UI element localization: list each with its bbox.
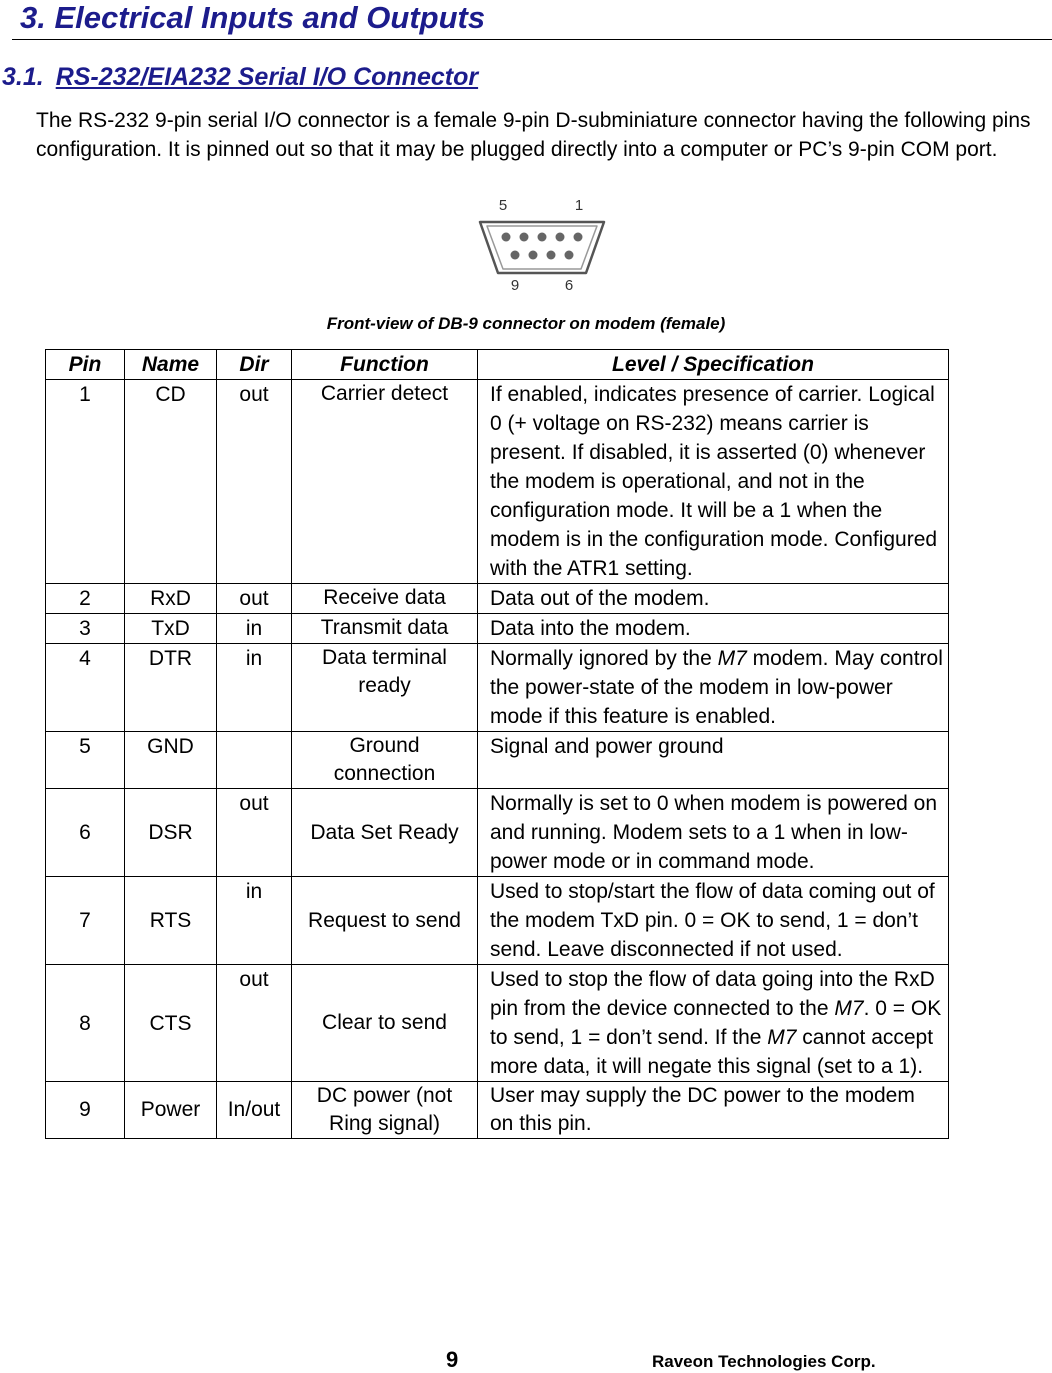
table-row <box>46 732 949 789</box>
pin-name: RTS <box>125 877 217 965</box>
pin-level-spec: User may supply the DC power to the modem on this pin. <box>478 1082 949 1139</box>
pin-level-spec: Data out of the modem. <box>478 584 949 614</box>
pin-function: Receive data <box>292 584 478 614</box>
pin-level-spec <box>478 965 949 1082</box>
pin-number: 7 <box>46 877 125 965</box>
page-number: 9 <box>446 1347 459 1372</box>
pin-name: DTR <box>125 644 217 732</box>
header-function: Function <box>292 350 478 380</box>
pin-number: 6 <box>46 789 125 877</box>
pin-level-spec <box>478 644 949 732</box>
section-number: 3.1. <box>2 63 44 91</box>
level-text: Normally ignored by the <box>490 647 718 670</box>
pin-direction: in <box>217 644 292 732</box>
table-row <box>46 877 949 965</box>
model-name: M7 <box>717 647 747 670</box>
pin-table <box>45 349 949 1139</box>
connector-pin-hole <box>574 233 583 242</box>
pin-function: Request to send <box>292 877 478 965</box>
pin-direction: out <box>217 789 292 877</box>
connector-label-pin6: 6 <box>564 277 574 293</box>
pin-number: 9 <box>46 1082 125 1139</box>
connector-pin-hole <box>538 233 547 242</box>
level-text: modem. May control the power-state of the modem in low-power mode if this feature is enabled. <box>490 647 943 728</box>
pin-number: 2 <box>46 584 125 614</box>
section-heading <box>2 63 478 92</box>
pin-level-spec: Signal and power ground <box>478 732 949 789</box>
header-level: Level / Specification <box>478 350 949 380</box>
connector-label-pin5: 5 <box>498 197 508 214</box>
pin-number: 8 <box>46 965 125 1082</box>
pin-name: GND <box>125 732 217 789</box>
model-name: M7 <box>834 997 864 1020</box>
header-name: Name <box>125 350 217 380</box>
pin-level-spec: Data into the modem. <box>478 614 949 644</box>
pin-direction: out <box>217 965 292 1082</box>
figure-caption: Front-view of DB-9 connector on modem (female) <box>326 314 726 333</box>
table-row <box>46 614 949 644</box>
connector-label-pin9: 9 <box>510 277 520 293</box>
connector-pin-hole <box>529 251 538 260</box>
pin-number: 1 <box>46 380 125 584</box>
intro-paragraph: The RS-232 9-pin serial I/O connector is a female 9-pin D-subminiature connector having the following pins configuration. It is pinned out so that it may be plugged directly into a computer or PC’s 9-pin COM port. <box>36 109 1031 161</box>
pin-name: DSR <box>125 789 217 877</box>
pin-name: CTS <box>125 965 217 1082</box>
header-pin: Pin <box>46 350 125 380</box>
pin-direction <box>217 732 292 789</box>
pin-direction: In/out <box>217 1082 292 1139</box>
level-text: cannot accept more data, it will negate this signal (set to a 1). <box>490 1026 934 1078</box>
pin-direction: out <box>217 380 292 584</box>
company-name: Raveon Technologies Corp. <box>652 1352 876 1371</box>
level-text: . 0 = OK to send, 1 = don’t send. If the <box>490 997 942 1049</box>
connector-shell <box>480 222 604 273</box>
table-row <box>46 644 949 732</box>
table-row <box>46 789 949 877</box>
pin-function: Clear to send <box>292 965 478 1082</box>
connector-pin-hole <box>556 233 565 242</box>
connector-pin-hole <box>502 233 511 242</box>
model-name: M7 <box>767 1026 797 1049</box>
chapter-title: 3. Electrical Inputs and Outputs <box>20 0 486 35</box>
table-header-row <box>46 350 949 380</box>
pin-name: RxD <box>125 584 217 614</box>
pin-function: Data Set Ready <box>292 789 478 877</box>
table-row <box>46 965 949 1082</box>
connector-pin-hole <box>511 251 520 260</box>
pin-level-spec: If enabled, indicates presence of carrier. Logical 0 (+ voltage on RS-232) means carrier is present. If disabled, it is asserted (0) whenever the modem is operational, and not in the configuration mode. It will be a 1 when the modem is in the configuration mode. Configured with the ATR1 setting. <box>478 380 949 584</box>
connector-pin-hole <box>547 251 556 260</box>
table-row <box>46 380 949 584</box>
level-text: Used to stop the flow of data going into the RxD pin from the device connected to the <box>490 968 935 1020</box>
pin-direction: out <box>217 584 292 614</box>
table-row <box>46 584 949 614</box>
header-dir: Dir <box>217 350 292 380</box>
pin-number: 5 <box>46 732 125 789</box>
pin-name: TxD <box>125 614 217 644</box>
pin-name: Power <box>125 1082 217 1139</box>
connector-pin-hole <box>520 233 529 242</box>
pin-name: CD <box>125 380 217 584</box>
db9-connector-diagram <box>476 193 608 293</box>
connector-label-pin1: 1 <box>574 197 584 214</box>
pin-level-spec: Normally is set to 0 when modem is powered on and running. Modem sets to a 1 when in low-power mode or in command mode. <box>478 789 949 877</box>
pin-level-spec: Used to stop/start the flow of data coming out of the modem TxD pin. 0 = OK to send, 1 = don’t send. Leave disconnected if not used. <box>478 877 949 965</box>
pin-function: DC power (not Ring signal) <box>292 1082 478 1139</box>
table-row <box>46 1082 949 1139</box>
pin-function: Ground connection <box>292 732 478 789</box>
section-title: RS-232/EIA232 Serial I/O Connector <box>55 63 479 91</box>
pin-number: 4 <box>46 644 125 732</box>
pin-direction: in <box>217 614 292 644</box>
pin-function: Data terminal ready <box>292 644 478 732</box>
chapter-divider <box>12 39 1052 40</box>
pin-function: Transmit data <box>292 614 478 644</box>
pin-number: 3 <box>46 614 125 644</box>
pin-direction: in <box>217 877 292 965</box>
pin-function: Carrier detect <box>292 380 478 584</box>
connector-pin-hole <box>565 251 574 260</box>
